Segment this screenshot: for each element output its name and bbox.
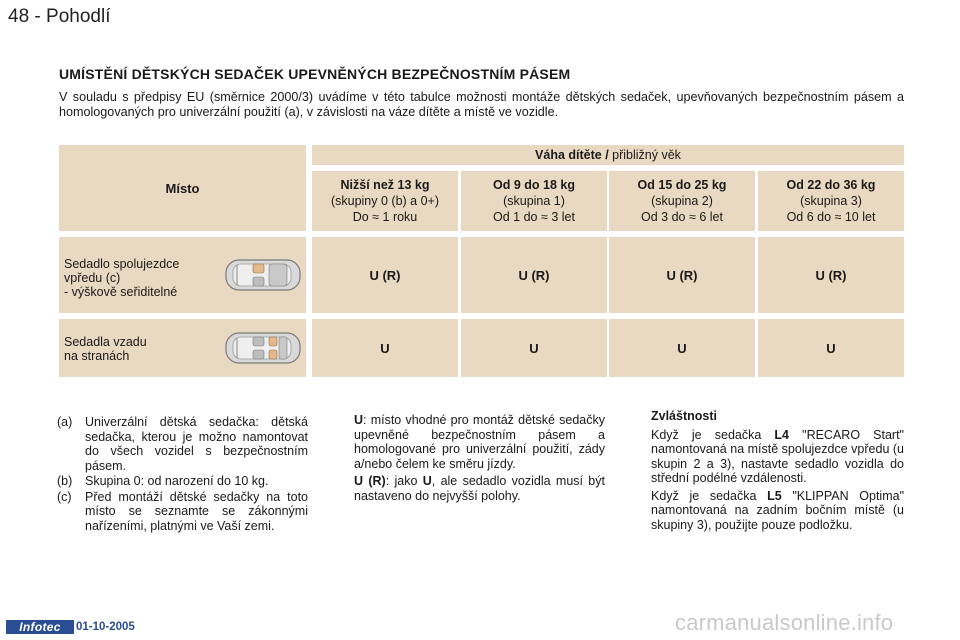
column-group: (skupina 3)	[800, 194, 862, 208]
row-label-line: - výškově seřiditelné	[64, 285, 178, 299]
place-header: Místo	[59, 145, 306, 231]
legend-text: : jako	[385, 474, 423, 488]
legend-ur	[354, 474, 605, 503]
column-group: (skupina 2)	[651, 194, 713, 208]
footer-date: 01-10-2005	[76, 621, 135, 633]
legend-text-bold: U	[422, 474, 432, 488]
footnote-key: (b)	[57, 474, 73, 488]
page-header	[8, 6, 110, 28]
watermark: carmanualsonline.info	[675, 610, 894, 635]
special-note-l4: Když je sedačka L4 "RECARO Start" namontovaná na místě spolujezdce vpředu (u skupin 2 a 3), nastavte sedadlo vozidla do střední podélné vzdálenosti.	[651, 427, 904, 485]
seat-value: U (R)	[461, 237, 607, 313]
footnote-text: Před montáží dětské sedačky na toto místo se seznamte se zákonnými nařízeními, platnými ve Vaší zemi.	[85, 489, 308, 533]
column-header-0	[312, 171, 458, 231]
seat-code: L5	[767, 488, 782, 503]
page-title: UMÍSTĚNÍ DĚTSKÝCH SEDAČEK UPEVNĚNÝCH BEZPEČNOSTNÍM PÁSEM	[59, 66, 571, 82]
column-header-2	[609, 171, 755, 231]
weight-header-bold: Váha dítěte /	[535, 148, 609, 162]
footnote-key: (a)	[57, 415, 73, 429]
footnote-key: (c)	[57, 489, 72, 504]
seat-value: U (R)	[609, 237, 755, 313]
seat-value: U (R)	[312, 237, 458, 313]
footnotes	[57, 415, 308, 534]
weight-header-rest: přibližný věk	[608, 148, 681, 162]
column-group: (skupina 1)	[503, 194, 565, 208]
column-age: Od 1 do ≈ 3 let	[493, 210, 575, 224]
special-heading: Zvláštnosti	[651, 409, 717, 423]
footnote-text: Univerzální dětská sedačka: dětská sedačka, kterou je možno namontovat do všech vozidel s bezpečnostním pásem.	[85, 415, 308, 473]
legend-text: : místo vhodné pro montáž dětské sedačky upevněné bezpečnostním pásem a homologované pro univerzální použití, zády a/nebo čelem ke směru jízdy.	[354, 413, 605, 471]
weight-header	[312, 145, 904, 165]
row-label-front	[59, 237, 306, 313]
row-label-rear	[59, 319, 306, 377]
row-label-line: vpředu (c)	[64, 271, 121, 285]
special-note-l5: Když je sedačka L5 "KLIPPAN Optima" namontovaná na zadním bočním místě (u skupiny 3), použijte pouze podložku.	[651, 488, 905, 532]
footnote-b	[57, 474, 308, 489]
seat-value: U	[758, 319, 904, 377]
header-separator: -	[29, 6, 47, 27]
car-front-seat-icon	[223, 255, 303, 295]
column-header-1	[461, 171, 607, 231]
column-title: Od 22 do 36 kg	[786, 178, 876, 192]
legend-text: , ale sedadlo vozidla musí být nastaveno do nejvyšší polohy.	[354, 474, 605, 503]
legend-key: U (R)	[354, 474, 386, 488]
section-name: Pohodlí	[46, 6, 111, 27]
intro-paragraph: V souladu s předpisy EU (směrnice 2000/3) uvádíme v této tabulce možnosti montáže dětských sedaček, upevňovaných bezpečnostním pásem a homologovaných pro univerzální použití (a), v závislosti na váze dítěte a místě ve vozidle.	[59, 90, 904, 119]
seat-value: U	[461, 319, 607, 377]
column-age: Do ≈ 1 roku	[352, 210, 418, 224]
footnote-text: Skupina 0: od narození do 10 kg.	[85, 474, 269, 488]
row-label-line: Sedadlo spolujezdce	[64, 257, 180, 271]
seat-value: U	[312, 319, 458, 377]
footnote-c	[57, 490, 308, 534]
column-age: Od 6 do ≈ 10 let	[786, 210, 876, 224]
legend	[354, 413, 605, 506]
column-title: Nižší než 13 kg	[340, 178, 430, 192]
column-title: Od 9 do 18 kg	[493, 178, 575, 192]
infotec-logo: Infotec	[6, 620, 74, 634]
column-group: (skupiny 0 (b) a 0+)	[330, 194, 440, 208]
seat-value: U (R)	[758, 237, 904, 313]
special-notes	[651, 409, 904, 535]
legend-u	[354, 413, 605, 471]
column-age: Od 3 do ≈ 6 let	[641, 210, 723, 224]
column-header-3	[758, 171, 904, 231]
car-rear-seat-icon	[223, 328, 303, 368]
seat-value: U	[609, 319, 755, 377]
row-label-line: Sedadla vzadu	[64, 335, 147, 349]
column-title: Od 15 do 25 kg	[637, 178, 727, 192]
row-label-line: na stranách	[64, 349, 130, 363]
seat-code: L4	[774, 427, 790, 442]
page-number: 48	[8, 6, 30, 27]
footnote-a	[57, 415, 308, 473]
legend-key: U	[354, 413, 364, 427]
